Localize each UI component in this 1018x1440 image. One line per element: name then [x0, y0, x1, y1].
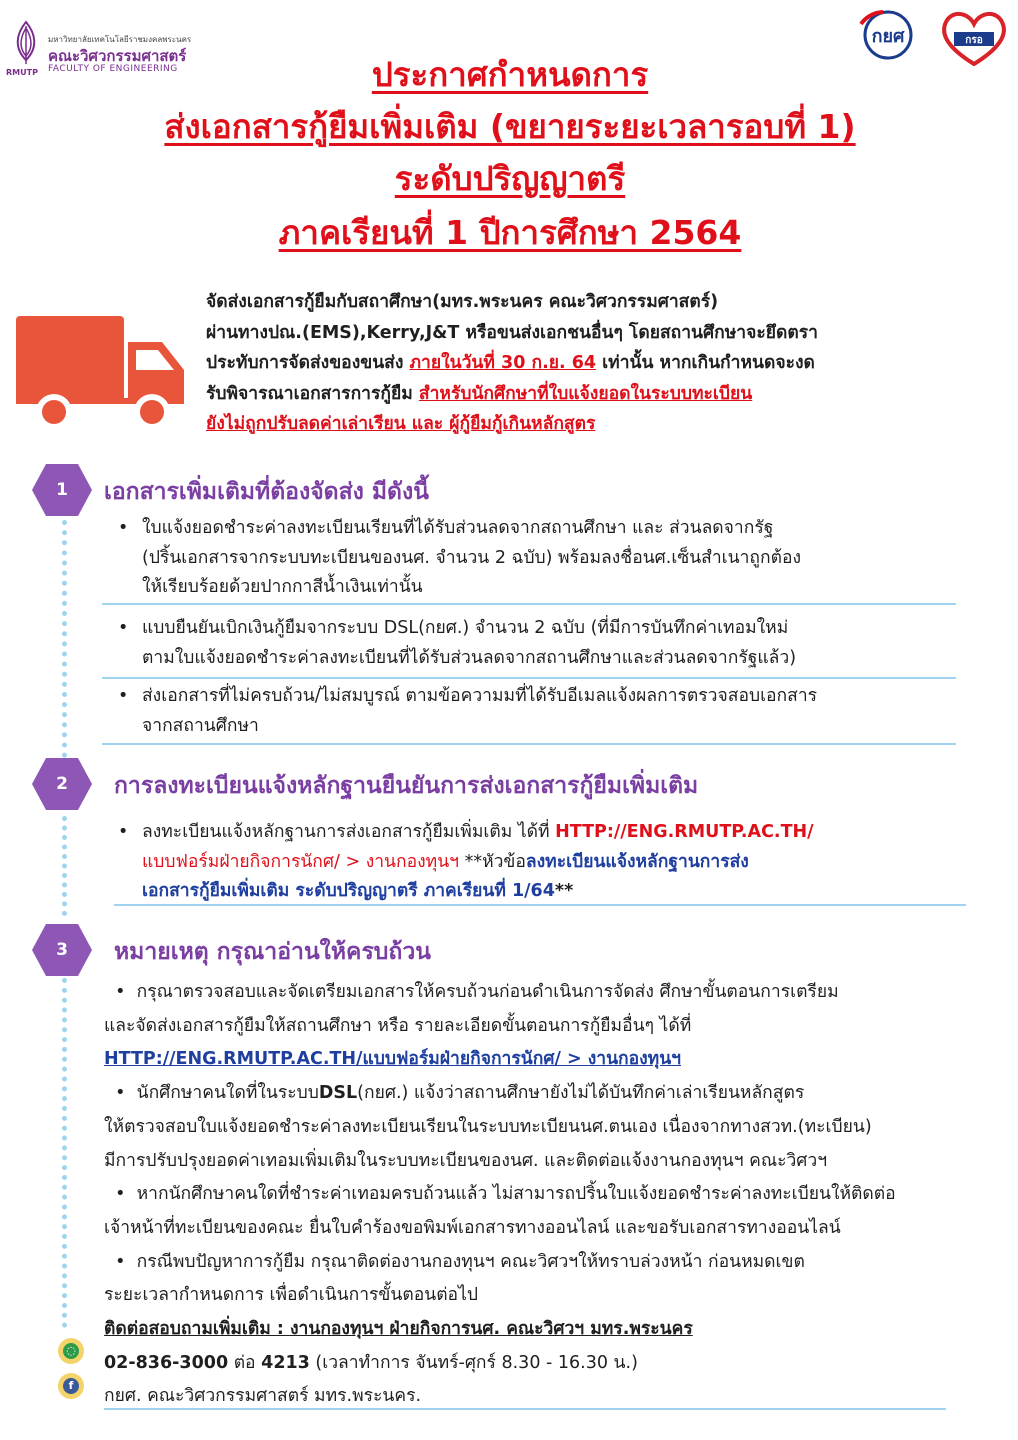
s2-line-2-text: **หัวข้อ: [459, 851, 526, 872]
note-1-line-1: กรุณาตรวจสอบและจัดเตรียมเอกสารให้ครบถ้วนก่อนดำเนินการจัดส่ง ศึกษาขั้นตอนการเตรียม: [136, 982, 839, 1002]
title-line-3: ระดับปริญญาตรี: [394, 159, 626, 198]
bullet-icon: •: [115, 1184, 126, 1205]
section-3-number: 3: [56, 940, 68, 960]
intro-line-2: ผ่านทางปณ.(EMS),Kerry,J&T หรือขนส่งเอกชนอื่นๆ โดยสถานศึกษาจะยึดตรา: [206, 322, 818, 343]
bullet-icon: •: [115, 982, 126, 1002]
intro-line-3: [206, 348, 1006, 379]
item-3-line-1: ส่งเอกสารที่ไม่ครบถ้วน/ไม่สมบูรณ์ ตามข้อความมที่ได้รับอีเมลแจ้งผลการตรวจสอบเอกสาร: [142, 686, 818, 706]
phone-number[interactable]: 02-836-3000: [104, 1352, 229, 1373]
title-line-2: ส่งเอกสารกู้ยืมเพิ่มเติม (ขยายระยะเวลารอบที่ 1): [164, 107, 856, 146]
note-4-line-1: กรณีพบปัญหาการกู้ยืม กรุณาติดต่องานกองทุนฯ คณะวิศวฯให้ทราบล่วงหน้า ก่อนหมดเขต: [136, 1251, 805, 1272]
intro-line-4-text: รับพิจารณาเอกสารการกู้ยืม: [206, 383, 419, 404]
intro-line-3-text: ประทับการจัดส่งของขนส่ง: [206, 353, 410, 373]
bullet-icon: •: [115, 1083, 126, 1104]
faculty-name-en: FACULTY OF ENGINEERING: [48, 64, 178, 74]
item-2-line-2: ตามใบแจ้งยอดชำระค่าลงทะเบียนที่ได้รับส่วนลดจากสถานศึกษาและส่วนลดจากรัฐแล้ว): [142, 647, 797, 668]
intro-line-4: [206, 379, 1006, 410]
divider: [114, 904, 966, 906]
list-item: [112, 682, 962, 741]
topic-title: ลงทะเบียนแจ้งหลักฐานการส่ง: [525, 851, 749, 872]
divider: [102, 743, 956, 745]
dsl-text: DSL: [318, 1083, 358, 1104]
intro-line-3-tail: เท่านั้น หากเกินกำหนดจะงด: [596, 353, 815, 373]
note-2-line-1-post: (กยศ.) แจ้งว่าสถานศึกษายังไม่ได้บันทึกค่าเล่าเรียนหลักสูตร: [357, 1083, 805, 1104]
bullet-icon: •: [115, 1251, 126, 1272]
item-1-line-2: (ปริ้นเอกสารจากระบบทะเบียนของนศ. จำนวน 2 ฉบับ) พร้อมลงชื่อนศ.เซ็นสำเนาถูกต้อง: [142, 547, 802, 568]
facebook-page-name[interactable]: กยศ. คณะวิศวกรรมศาสตร์ มทร.พระนคร.: [104, 1386, 422, 1407]
eng-rmutp-link[interactable]: HTTP://ENG.RMUTP.AC.TH/: [555, 822, 814, 842]
line-glyph-icon: ◌: [63, 1343, 79, 1359]
university-name: มหาวิทยาลัยเทคโนโลยีราชมงคลพระนคร: [48, 35, 192, 44]
item-2-line-1: แบบยืนยันเบิกเงินกู้ยืมจากระบบ DSL(กยศ.) จำนวน 2 ฉบับ (ที่มีการบันทึกค่าเทอมใหม่: [142, 618, 789, 638]
eligibility-text: สำหรับนักศึกษาที่ใบแจ้งยอดในระบบทะเบียน: [418, 383, 753, 404]
intro-paragraph: [206, 287, 1006, 440]
delivery-truck-icon: [12, 308, 190, 438]
form-page-link[interactable]: HTTP://ENG.RMUTP.AC.TH/แบบฟอร์มฝ่ายกิจการนักศ/ > งานกองทุนฯ: [104, 1049, 682, 1070]
item-1-line-3: ให้เรียบร้อยด้วยปากกาสีน้ำเงินเท่านั้น: [142, 577, 423, 597]
intro-line-1: จัดส่งเอกสารกู้ยืมกับสถาศึกษา(มทร.พระนคร คณะวิศวกรรมศาสตร์): [206, 292, 719, 312]
intro-line-5: [206, 409, 1006, 440]
topic-title-cont: เอกสารกู้ยืมเพิ่มเติม ระดับปริญญาตรี ภาคเรียนที่ 1/64: [142, 881, 555, 901]
timeline-dots-2: [62, 816, 67, 916]
faculty-name-th: คณะวิศวกรรมศาสตร์: [48, 47, 187, 65]
section-2-heading: การลงทะเบียนแจ้งหลักฐานยืนยันการส่งเอกสารกู้ยืมเพิ่มเติม: [114, 773, 699, 799]
list-item: [112, 614, 962, 673]
timeline-dots-1: [62, 520, 67, 768]
topic-end: **: [554, 881, 574, 901]
note-3-line-1: หากนักศึกษาคนใดที่ชำระค่าเทอมครบถ้วนแล้ว ไม่สามารถปริ้นใบแจ้งยอดชำระค่าลงทะเบียนให้ติดต่อ: [136, 1184, 896, 1205]
bullet-icon: •: [118, 822, 129, 842]
list-item: [112, 818, 962, 907]
kyc-logo-text: กยศ: [871, 26, 905, 47]
bullet-icon: •: [118, 618, 129, 638]
bullet-icon: •: [118, 686, 129, 706]
note-2-line-2: ให้ตรวจสอบใบแจ้งยอดชำระค่าลงทะเบียนเรียนในระบบทะเบียนนศ.ตนเอง เนื่องจากทางสวท.(ทะเบียน): [104, 1116, 872, 1137]
section-3-badge: [30, 922, 94, 978]
form-path-link[interactable]: แบบฟอร์มฝ่ายกิจการนักศ/ > งานกองทุนฯ: [142, 851, 459, 872]
office-hours: (เวลาทำการ จันทร์-ศุกร์ 8.30 - 16.30 น.): [309, 1352, 638, 1373]
facebook-glyph-icon: f: [63, 1378, 79, 1394]
list-item: [112, 514, 962, 603]
note-2-line-3: มีการปรับปรุงยอดค่าเทอมเพิ่มเติมในระบบทะเบียนของนศ. และติดต่อแจ้งงานกองทุนฯ คณะวิศวฯ: [104, 1150, 828, 1171]
title-line-1: ประกาศกำหนดการ: [371, 55, 649, 94]
notes-block: [104, 976, 1004, 1414]
section-1-badge: [30, 462, 94, 518]
phone-ext: 4213: [261, 1352, 310, 1373]
kro-logo-text: กรอ: [965, 35, 983, 46]
s2-line-1-text: ลงทะเบียนแจ้งหลักฐานการส่งเอกสารกู้ยืมเพิ่มเติม ได้ที่: [142, 822, 556, 842]
note-2-line-1-pre: นักศึกษาคนใดที่ในระบบ: [136, 1083, 319, 1104]
section-1-heading: เอกสารเพิ่มเติมที่ต้องจัดส่ง มีดังนี้: [104, 479, 429, 505]
contact-heading: ติดต่อสอบถามเพิ่มเติม : งานกองทุนฯ ฝ่ายกิจการนศ. คณะวิศวฯ มทร.พระนคร: [104, 1319, 693, 1340]
title-line-4: ภาคเรียนที่ 1 ปีการศึกษา 2564: [278, 213, 742, 252]
divider: [104, 1408, 946, 1410]
deadline-text: ภายในวันที่ 30 ก.ย. 64: [409, 353, 597, 373]
divider: [102, 603, 956, 605]
line-app-icon[interactable]: [58, 1338, 84, 1364]
section-3-heading: หมายเหตุ กรุณาอ่านให้ครบถ้วน: [114, 939, 431, 965]
eligibility-text-cont: ยังไม่ถูกปรับลดค่าเล่าเรียน และ ผู้กู้ยืมกู้เกินหลักสูตร: [206, 414, 596, 434]
divider: [102, 677, 956, 679]
timeline-dots-3: [62, 978, 67, 1328]
phone-ext-label: ต่อ: [228, 1352, 262, 1373]
section-2-badge: [30, 756, 94, 812]
rmutp-abbr: RMUTP: [6, 68, 38, 77]
facebook-icon[interactable]: [58, 1373, 84, 1399]
section-2-number: 2: [56, 774, 68, 794]
item-3-line-2: จากสถานศึกษา: [142, 715, 259, 736]
note-4-line-2: ระยะเวลากำหนดการ เพื่อดำเนินการขั้นตอนต่อไป: [104, 1285, 478, 1306]
note-3-line-2: เจ้าหน้าที่ทะเบียนของคณะ ยื่นใบคำร้องขอพิมพ์เอกสารทางออนไลน์ และขอรับเอกสารทางออนไลน์: [104, 1217, 841, 1238]
bullet-icon: •: [118, 518, 129, 538]
section-1-number: 1: [56, 480, 68, 500]
note-1-line-2: และจัดส่งเอกสารกู้ยืมให้สถานศึกษา หรือ รายละเอียดขั้นตอนการกู้ยืมอื่นๆ ได้ที่: [104, 1015, 692, 1036]
item-1-line-1: ใบแจ้งยอดชำระค่าลงทะเบียนเรียนที่ได้รับส่วนลดจากสถานศึกษา และ ส่วนลดจากรัฐ: [142, 518, 774, 538]
